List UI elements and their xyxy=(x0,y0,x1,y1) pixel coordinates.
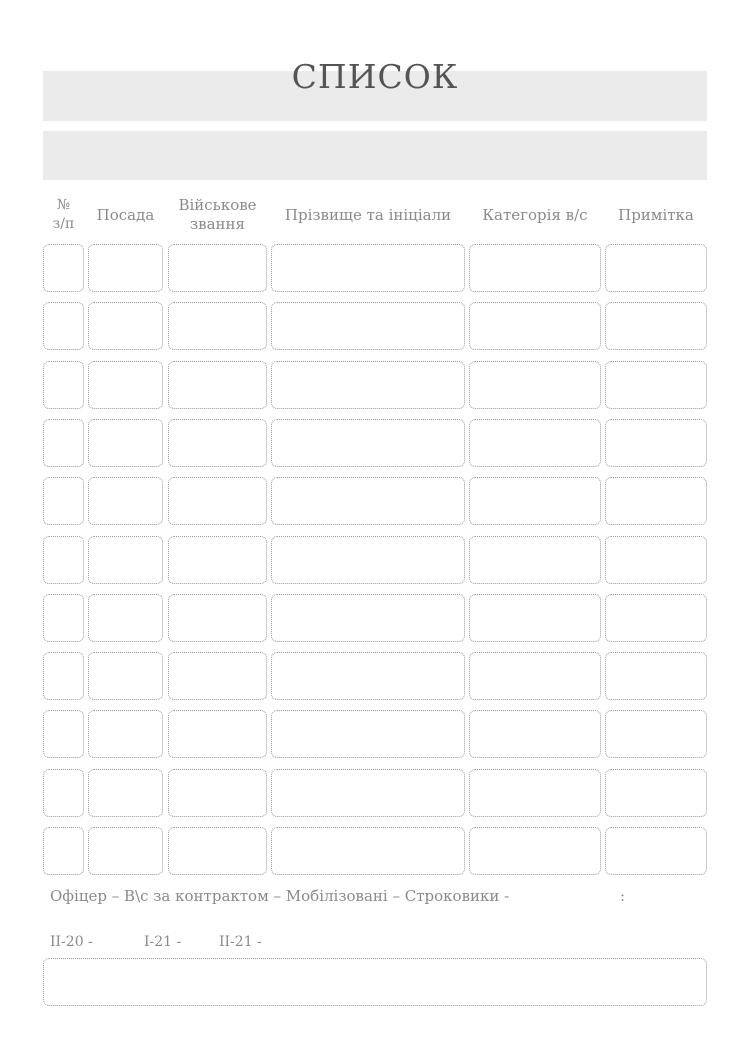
cell-category[interactable] xyxy=(469,652,601,700)
header-category: Категорія в/с xyxy=(482,205,588,224)
cell-number[interactable] xyxy=(43,769,84,817)
cell-position[interactable] xyxy=(88,827,163,875)
cell-rank[interactable] xyxy=(168,477,267,525)
cell-position[interactable] xyxy=(88,769,163,817)
cell-note[interactable] xyxy=(605,244,707,292)
cell-number[interactable] xyxy=(43,361,84,409)
cell-position[interactable] xyxy=(88,361,163,409)
cell-note[interactable] xyxy=(605,710,707,758)
cell-name[interactable] xyxy=(271,594,465,642)
cell-rank[interactable] xyxy=(168,361,267,409)
code-label: І-21 - xyxy=(144,934,182,950)
cell-category[interactable] xyxy=(469,827,601,875)
cell-name[interactable] xyxy=(271,302,465,350)
cell-note[interactable] xyxy=(605,361,707,409)
cell-name[interactable] xyxy=(271,477,465,525)
cell-name[interactable] xyxy=(271,536,465,584)
cell-category[interactable] xyxy=(469,419,601,467)
summary-colon: : xyxy=(620,887,626,905)
cell-rank[interactable] xyxy=(168,769,267,817)
cell-rank[interactable] xyxy=(168,652,267,700)
cell-number[interactable] xyxy=(43,244,84,292)
cell-position[interactable] xyxy=(88,594,163,642)
cell-note[interactable] xyxy=(605,652,707,700)
cell-category[interactable] xyxy=(469,244,601,292)
cell-position[interactable] xyxy=(88,419,163,467)
code-label: ІІ-20 - xyxy=(50,934,93,950)
cell-category[interactable] xyxy=(469,302,601,350)
cell-name[interactable] xyxy=(271,827,465,875)
cell-note[interactable] xyxy=(605,419,707,467)
header-number: № з/п xyxy=(52,197,75,232)
cell-category[interactable] xyxy=(469,769,601,817)
subtitle-band xyxy=(43,131,707,180)
cell-number[interactable] xyxy=(43,419,84,467)
cell-note[interactable] xyxy=(605,827,707,875)
cell-note[interactable] xyxy=(605,302,707,350)
cell-note[interactable] xyxy=(605,594,707,642)
cell-category[interactable] xyxy=(469,361,601,409)
header-rank: Військове звання xyxy=(178,196,257,233)
cell-note[interactable] xyxy=(605,477,707,525)
cell-category[interactable] xyxy=(469,536,601,584)
cell-note[interactable] xyxy=(605,536,707,584)
cell-number[interactable] xyxy=(43,536,84,584)
code-label: ІІ-21 - xyxy=(219,934,262,950)
cell-rank[interactable] xyxy=(168,302,267,350)
cell-name[interactable] xyxy=(271,652,465,700)
header-position: Посада xyxy=(96,205,155,224)
cell-name[interactable] xyxy=(271,419,465,467)
cell-number[interactable] xyxy=(43,710,84,758)
cell-name[interactable] xyxy=(271,244,465,292)
cell-position[interactable] xyxy=(88,536,163,584)
cell-rank[interactable] xyxy=(168,536,267,584)
cell-position[interactable] xyxy=(88,652,163,700)
cell-category[interactable] xyxy=(469,477,601,525)
cell-rank[interactable] xyxy=(168,827,267,875)
cell-position[interactable] xyxy=(88,302,163,350)
cell-number[interactable] xyxy=(43,827,84,875)
header-name: Прізвище та ініціали xyxy=(284,205,452,224)
cell-name[interactable] xyxy=(271,710,465,758)
page-title: СПИСОК xyxy=(291,57,459,96)
cell-number[interactable] xyxy=(43,594,84,642)
cell-position[interactable] xyxy=(88,477,163,525)
cell-number[interactable] xyxy=(43,652,84,700)
cell-number[interactable] xyxy=(43,477,84,525)
cell-name[interactable] xyxy=(271,361,465,409)
cell-category[interactable] xyxy=(469,710,601,758)
cell-position[interactable] xyxy=(88,710,163,758)
cell-rank[interactable] xyxy=(168,710,267,758)
cell-rank[interactable] xyxy=(168,419,267,467)
cell-rank[interactable] xyxy=(168,594,267,642)
header-note: Примітка xyxy=(618,205,694,224)
cell-name[interactable] xyxy=(271,769,465,817)
cell-category[interactable] xyxy=(469,594,601,642)
cell-note[interactable] xyxy=(605,769,707,817)
cell-number[interactable] xyxy=(43,302,84,350)
cell-rank[interactable] xyxy=(168,244,267,292)
notes-field[interactable] xyxy=(43,958,707,1006)
personnel-summary: Офіцер – В\с за контрактом – Мобілізовані – Строковики - xyxy=(50,887,510,905)
cell-position[interactable] xyxy=(88,244,163,292)
